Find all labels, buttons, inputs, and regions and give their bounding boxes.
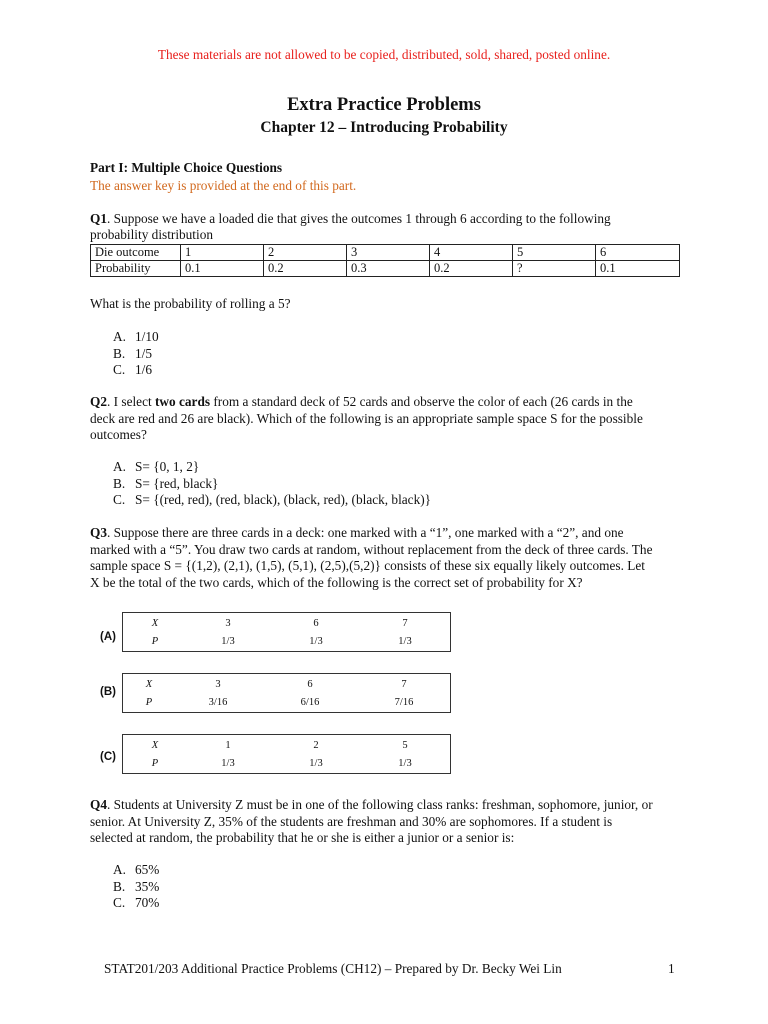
- answer-key-note: The answer key is provided at the end of this part.: [90, 178, 357, 193]
- p-value: 1/3: [398, 758, 412, 769]
- option-a[interactable]: [113, 329, 159, 346]
- q1-label: Q1: [90, 211, 107, 226]
- table-row: [91, 245, 680, 261]
- q2-text-line2: deck are red and 26 are black). Which of the following is an appropriate sample space S for the possible: [90, 411, 643, 426]
- x-value: 3: [225, 618, 231, 629]
- option-letter: B.: [113, 345, 126, 361]
- p-value: 1/3: [309, 758, 323, 769]
- q3-option-c-table[interactable]: [122, 734, 451, 774]
- p-value: 1/3: [309, 636, 323, 647]
- q3-option-a-table[interactable]: [122, 612, 451, 652]
- copyright-notice: These materials are not allowed to be copied, distributed, sold, shared, posted online.: [157, 47, 611, 62]
- q4-text-line2: senior. At University Z, 35% of the students are freshman and 30% are sophomores. If a student is: [90, 814, 613, 829]
- table-cell: 0.1: [181, 261, 264, 277]
- q4-text-line3: selected at random, the probability that he or she is either a junior or a senior is:: [90, 830, 515, 845]
- q4-label: Q4: [90, 797, 107, 812]
- option-b[interactable]: [113, 879, 159, 896]
- q3-label: Q3: [90, 525, 107, 540]
- q3-text-line4: X be the total of the two cards, which of the following is the correct set of probability for X?: [90, 575, 583, 590]
- q4-text: . Students at University Z must be in one of the following class ranks: freshman, sophomore, junior, or: [107, 797, 653, 812]
- p-value: 1/3: [221, 758, 235, 769]
- q3-option-a-label[interactable]: (A): [100, 631, 116, 643]
- q4-text-line1: [90, 797, 653, 814]
- q2-text-line3: outcomes?: [90, 427, 147, 442]
- option-text: 35%: [135, 878, 160, 894]
- option-letter: B.: [113, 878, 126, 894]
- p-value: 7/16: [394, 697, 414, 708]
- option-letter: A.: [113, 862, 126, 877]
- p-value: 3/16: [208, 697, 228, 708]
- x-value: 6: [313, 618, 319, 629]
- p-value: 6/16: [300, 697, 320, 708]
- x-label: X: [151, 740, 159, 751]
- x-value: 1: [225, 740, 231, 751]
- table-cell: 2: [264, 245, 347, 261]
- option-letter: A.: [113, 459, 126, 474]
- option-letter: C.: [113, 895, 126, 910]
- page-footer: STAT201/203 Additional Practice Problems (CH12) – Prepared by Dr. Becky Wei Lin: [104, 961, 562, 976]
- q3-text-line3: sample space S = {(1,2), (2,1), (1,5), (5,1), (2,5),(5,2)} consists of these six equally likely outcomes. Let: [90, 558, 645, 573]
- q3-option-b-label[interactable]: (B): [100, 686, 116, 698]
- q1-text: . Suppose we have a loaded die that gives the outcomes 1 through 6 according to the following: [107, 211, 611, 226]
- q2-text-line1: [90, 394, 633, 411]
- option-text: 70%: [135, 895, 160, 910]
- q2-emphasis: two cards: [155, 394, 211, 409]
- table-cell: 6: [596, 245, 680, 261]
- p-label: P: [151, 636, 159, 647]
- q1-question: What is the probability of rolling a 5?: [90, 296, 291, 311]
- table-cell: 0.1: [596, 261, 680, 277]
- q1-distribution-table: [90, 244, 680, 277]
- q2-label: Q2: [90, 394, 107, 409]
- x-value: 3: [215, 679, 221, 690]
- option-text: 1/5: [135, 345, 152, 361]
- page-title: Extra Practice Problems: [287, 95, 481, 115]
- p-value: 1/3: [398, 636, 412, 647]
- q4-options: [113, 862, 159, 912]
- option-text: 65%: [135, 862, 160, 877]
- table-cell: ?: [513, 261, 596, 277]
- q2-text: . I select: [107, 394, 155, 409]
- table-cell: 0.3: [347, 261, 430, 277]
- option-text: 1/6: [135, 362, 152, 377]
- x-value: 2: [313, 740, 319, 751]
- option-c[interactable]: [113, 492, 431, 509]
- x-value: 7: [401, 679, 407, 690]
- part-heading: Part I: Multiple Choice Questions: [90, 160, 283, 175]
- table-cell: 3: [347, 245, 430, 261]
- option-a[interactable]: [113, 459, 431, 476]
- p-label: P: [151, 758, 159, 769]
- option-b[interactable]: [113, 346, 159, 363]
- q2-text: from a standard deck of 52 cards and observe the color of each (26 cards in the: [210, 394, 633, 409]
- option-letter: C.: [113, 492, 126, 507]
- option-letter: B.: [113, 475, 126, 491]
- chapter-subtitle: Chapter 12 – Introducing Probability: [260, 119, 508, 136]
- option-text: S= {(red, red), (red, black), (black, red), (black, black)}: [135, 492, 432, 507]
- option-letter: A.: [113, 329, 126, 344]
- table-cell: 1: [181, 245, 264, 261]
- option-letter: C.: [113, 362, 126, 377]
- q3-option-b-table[interactable]: [122, 673, 451, 713]
- option-text: 1/10: [135, 329, 159, 344]
- q1-text-line1: [90, 211, 611, 228]
- option-b[interactable]: [113, 476, 431, 493]
- table-row: [91, 261, 680, 277]
- option-text: S= {red, black}: [135, 475, 219, 491]
- option-c[interactable]: [113, 362, 159, 379]
- option-a[interactable]: [113, 862, 159, 879]
- option-c[interactable]: [113, 895, 159, 912]
- x-value: 6: [307, 679, 313, 690]
- x-value: 5: [402, 740, 408, 751]
- table-cell: 0.2: [264, 261, 347, 277]
- q1-text-line2: probability distribution: [90, 227, 213, 242]
- table-cell: 4: [430, 245, 513, 261]
- option-text: S= {0, 1, 2}: [135, 459, 200, 474]
- x-label: X: [145, 679, 153, 690]
- p-label: P: [145, 697, 153, 708]
- table-cell: Probability: [91, 261, 181, 277]
- table-cell: 0.2: [430, 261, 513, 277]
- q1-options: [113, 329, 159, 379]
- q3-text-line1: [90, 525, 624, 542]
- table-cell: Die outcome: [91, 245, 181, 261]
- q3-text: . Suppose there are three cards in a deck: one marked with a “1”, one marked with a “2”, and one: [107, 525, 624, 540]
- p-value: 1/3: [221, 636, 235, 647]
- q2-options: [113, 459, 431, 509]
- x-label: X: [151, 618, 159, 629]
- q3-option-c-label[interactable]: (C): [100, 751, 116, 763]
- x-value: 7: [402, 618, 408, 629]
- table-cell: 5: [513, 245, 596, 261]
- page-number: 1: [668, 961, 675, 976]
- q3-text-line2: marked with a “5”. You draw two cards at random, without replacement from the deck of three cards. The: [90, 542, 653, 557]
